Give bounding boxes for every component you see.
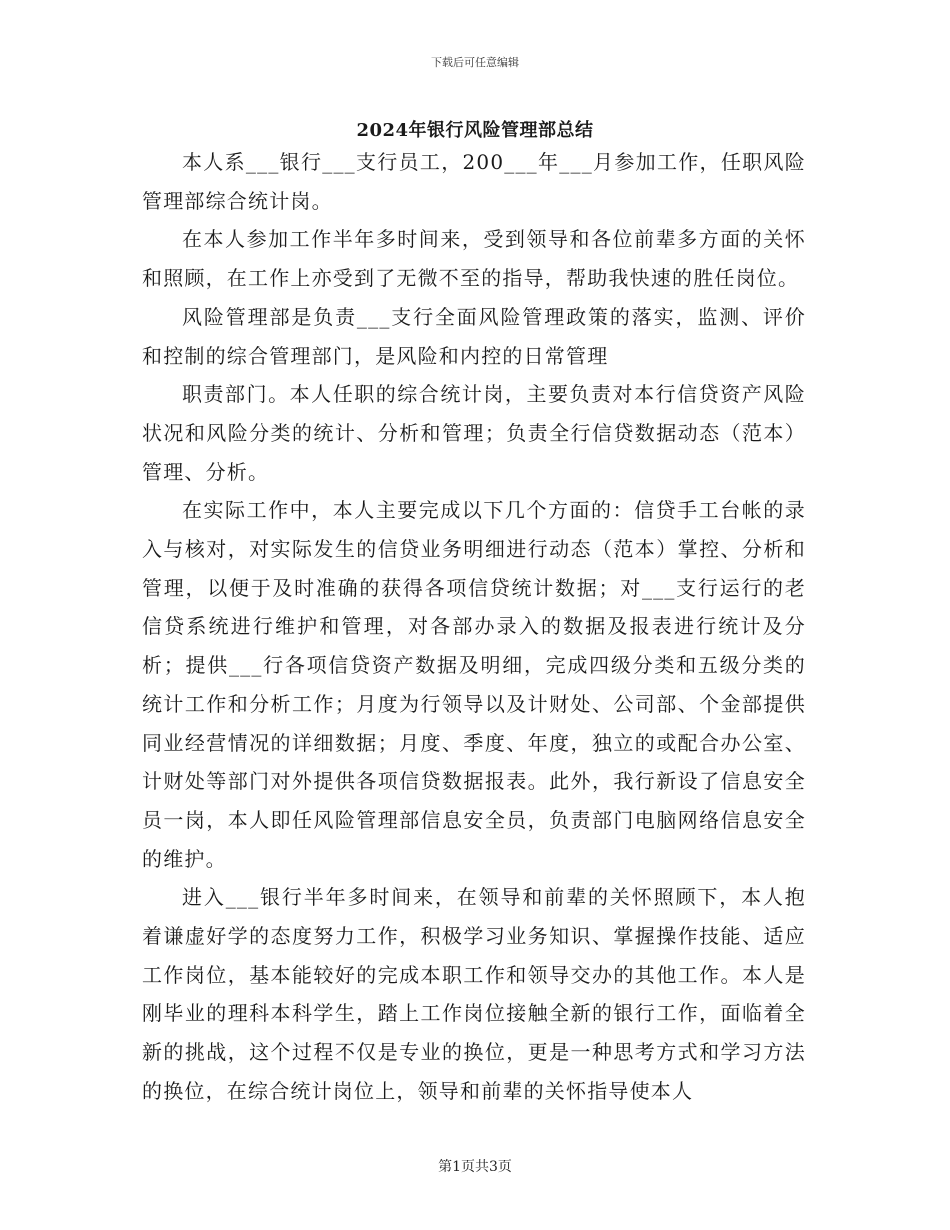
- paragraph: 风险管理部是负责___支行全面风险管理政策的落实，监测、评价和控制的综合管理部门，是风险和内控的日常管理: [142, 304, 806, 368]
- document-body: [142, 143, 806, 1111]
- paragraph: 本人系___银行___支行员工，200___年___月参加工作，任职风险管理部综合统计岗。: [142, 150, 806, 213]
- paragraph: 职责部门。本人任职的综合统计岗，主要负责对本行信贷资产风险状况和风险分类的统计、分析和管理；负责全行信贷数据动态（范本）管理、分析。: [142, 382, 806, 484]
- paragraph: 在实际工作中，本人主要完成以下几个方面的：信贷手工台帐的录入与核对，对实际发生的信贷业务明细进行动态（范本）掌控、分析和管理，以便于及时准确的获得各项信贷统计数据；对___支行运行的老信贷系统进行维护和管理，对各部办录入的数据及报表进行统计及分析；提供___行各项信贷资产数据及明细，完成四级分类和五级分类的统计工作和分析工作；月度为行领导以及计财处、公司部、个金部提供同业经营情况的详细数据；月度、季度、年度，独立的或配合办公室、计财处等部门对外提供各项信贷数据报表。此外，我行新设了信息安全员一岗，本人即任风险管理部信息安全员，负责部门电脑网络信息安全的维护。: [142, 498, 806, 871]
- paragraph: 进入___银行半年多时间来，在领导和前辈的关怀照顾下，本人抱着谦虚好学的态度努力工作，积极学习业务知识、掌握操作技能、适应工作岗位，基本能较好的完成本职工作和领导交办的其他工作。本人是刚毕业的理科本科学生，踏上工作岗位接触全新的银行工作，面临着全新的挑战，这个过程不仅是专业的换位，更是一种思考方式和学习方法的换位，在综合统计岗位上，领导和前辈的关怀指导使本人: [142, 885, 806, 1103]
- paragraph: 在本人参加工作半年多时间来，受到领导和各位前辈多方面的关怀和照顾，在工作上亦受到了无微不至的指导，帮助我快速的胜任岗位。: [142, 227, 806, 291]
- document-title: 2024年银行风险管理部总结: [356, 120, 594, 141]
- page-header-note: 下载后可任意编辑: [431, 56, 519, 69]
- page-footer-number: 第1页共3页: [438, 1159, 512, 1175]
